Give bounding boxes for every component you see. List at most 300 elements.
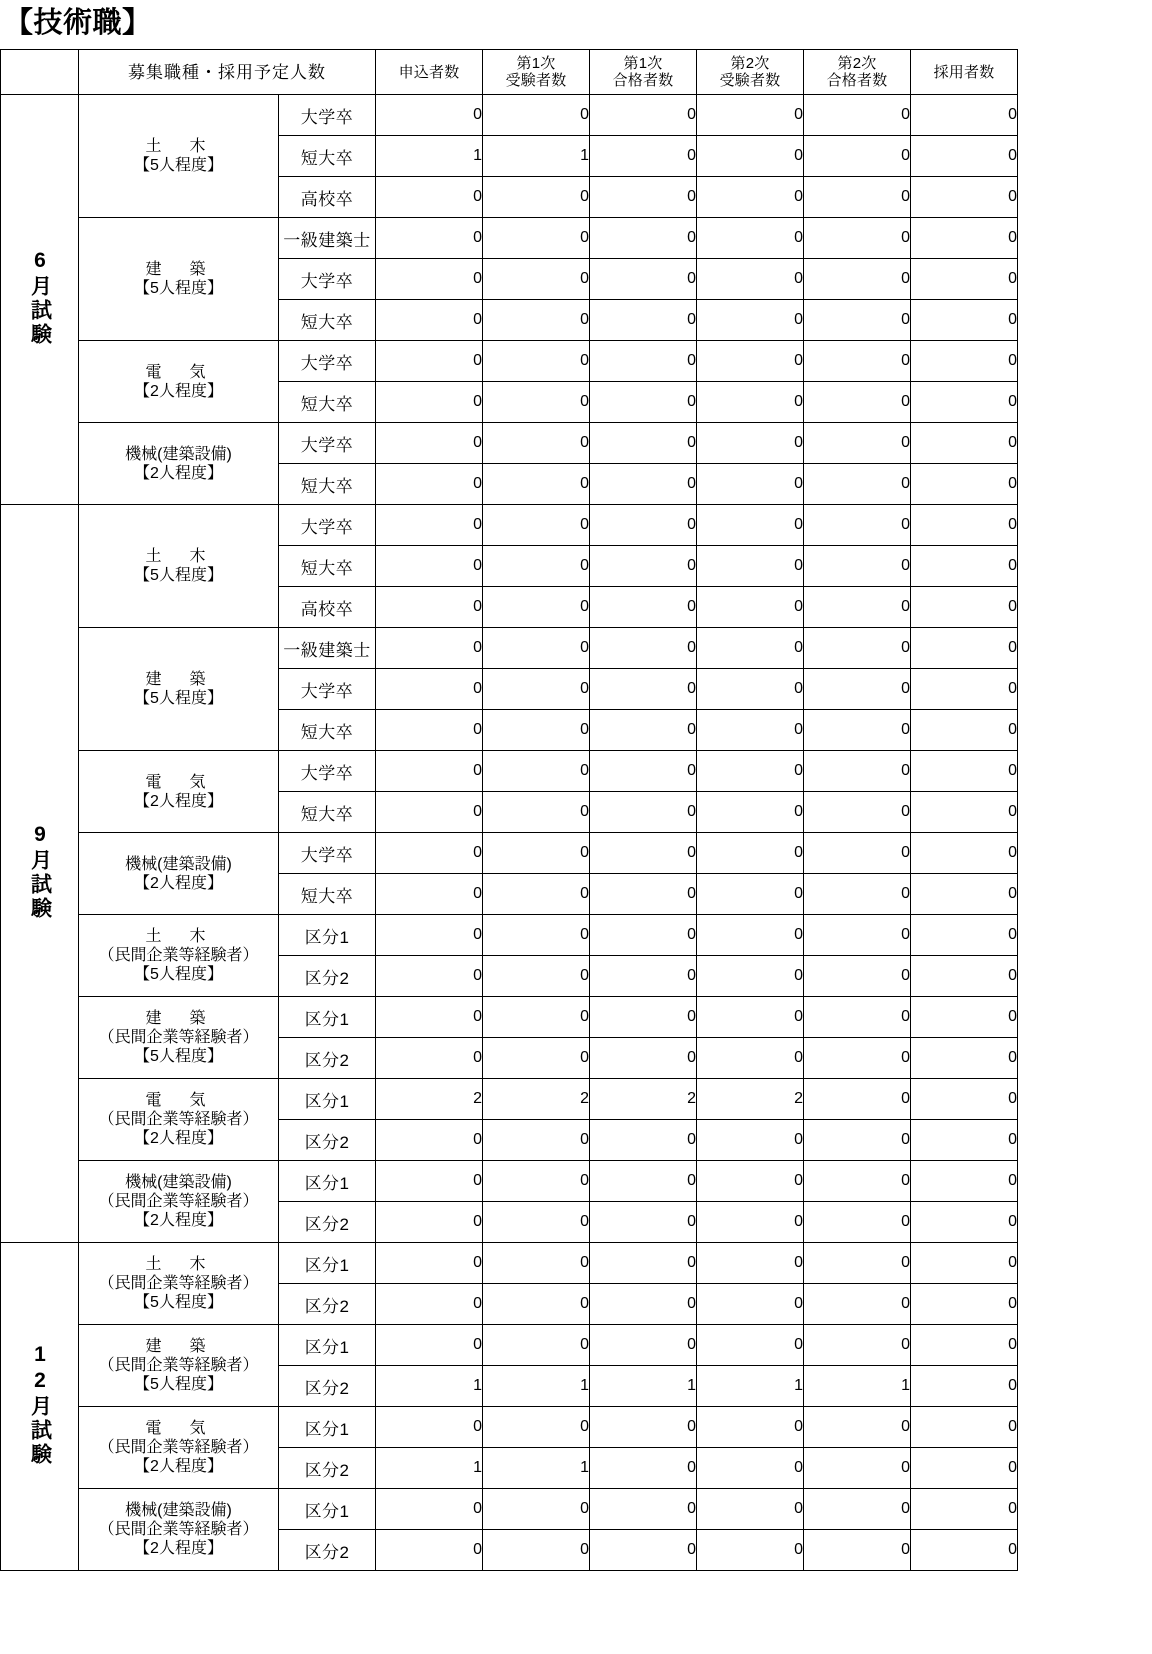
value-first-exam-takers: 2: [483, 1079, 590, 1120]
value-applicants: 0: [376, 177, 483, 218]
sub-category-cell: 区分2: [279, 1284, 376, 1325]
value-second-exam-passers: 0: [804, 423, 911, 464]
value-second-exam-passers: 0: [804, 1407, 911, 1448]
sub-category-cell: 区分2: [279, 1038, 376, 1079]
job-category-cell: [79, 1407, 279, 1489]
sub-category-cell: 大学卒: [279, 259, 376, 300]
table-row: [1, 1489, 1018, 1530]
header-applicants-line1: 申込者数: [398, 63, 460, 81]
value-second-exam-takers: 0: [697, 915, 804, 956]
sub-category-cell: 区分2: [279, 1202, 376, 1243]
value-first-exam-passers: 0: [590, 1530, 697, 1571]
value-second-exam-passers: 0: [804, 833, 911, 874]
sub-category-cell: 区分2: [279, 1530, 376, 1571]
table-row: [1, 833, 1018, 874]
value-first-exam-passers: 0: [590, 1284, 697, 1325]
value-first-exam-passers: 0: [590, 505, 697, 546]
job-category-line: 機械(建築設備): [125, 855, 232, 873]
job-category-line: 電 気: [145, 1092, 212, 1109]
value-second-exam-takers: 0: [697, 341, 804, 382]
value-first-exam-passers: 0: [590, 382, 697, 423]
recruitment-results-table: [0, 49, 1018, 1571]
value-first-exam-takers: 0: [483, 915, 590, 956]
value-second-exam-takers: 0: [697, 546, 804, 587]
sub-category-cell: 区分2: [279, 1366, 376, 1407]
value-first-exam-passers: 0: [590, 95, 697, 136]
value-second-exam-passers: 0: [804, 669, 911, 710]
value-applicants: 0: [376, 710, 483, 751]
job-category-cell: [79, 218, 279, 341]
value-second-exam-takers: 0: [697, 1489, 804, 1530]
job-category-cell: [79, 423, 279, 505]
value-applicants: 0: [376, 1325, 483, 1366]
table-row: [1, 915, 1018, 956]
table-row: [1, 505, 1018, 546]
job-category-line: （民間企業等経験者）: [98, 1193, 259, 1210]
header-first-exam-passers-line2: 合格者数: [612, 72, 674, 89]
sub-category-cell: 区分1: [279, 1489, 376, 1530]
header-second-exam-passers-line1: 第2次: [837, 55, 877, 72]
value-second-exam-takers: 0: [697, 259, 804, 300]
value-first-exam-passers: 0: [590, 833, 697, 874]
value-applicants: 0: [376, 423, 483, 464]
value-first-exam-passers: 0: [590, 341, 697, 382]
value-first-exam-passers: 0: [590, 628, 697, 669]
value-first-exam-passers: 0: [590, 956, 697, 997]
value-hired: 0: [911, 341, 1018, 382]
sub-category-cell: 区分2: [279, 1120, 376, 1161]
sub-category-cell: 大学卒: [279, 751, 376, 792]
value-second-exam-passers: 0: [804, 177, 911, 218]
value-applicants: 0: [376, 546, 483, 587]
value-hired: 0: [911, 1202, 1018, 1243]
table-row: [1, 1161, 1018, 1202]
value-first-exam-passers: 0: [590, 751, 697, 792]
job-category-line: 電 気: [145, 363, 212, 381]
job-category-line: 【5人程度】: [134, 567, 223, 584]
value-first-exam-takers: 0: [483, 792, 590, 833]
sub-category-cell: 区分1: [279, 1079, 376, 1120]
value-second-exam-takers: 0: [697, 710, 804, 751]
job-category-cell: [79, 833, 279, 915]
value-second-exam-passers: 0: [804, 382, 911, 423]
month-label-cell: [1, 1243, 79, 1571]
value-second-exam-passers: 0: [804, 997, 911, 1038]
sub-category-cell: 大学卒: [279, 95, 376, 136]
value-hired: 0: [911, 628, 1018, 669]
job-category-line: 【2人程度】: [134, 874, 223, 892]
value-second-exam-takers: 0: [697, 1038, 804, 1079]
sub-category-cell: 大学卒: [279, 833, 376, 874]
value-first-exam-passers: 0: [590, 136, 697, 177]
value-first-exam-takers: 0: [483, 751, 590, 792]
value-second-exam-takers: 0: [697, 792, 804, 833]
value-first-exam-takers: 0: [483, 833, 590, 874]
value-first-exam-takers: 0: [483, 1407, 590, 1448]
value-first-exam-takers: 0: [483, 259, 590, 300]
header-second-exam-takers-line2: 受験者数: [719, 72, 781, 89]
value-second-exam-passers: 1: [804, 1366, 911, 1407]
value-second-exam-takers: 0: [697, 997, 804, 1038]
sub-category-cell: 区分1: [279, 997, 376, 1038]
sub-category-cell: 短大卒: [279, 874, 376, 915]
value-first-exam-takers: 0: [483, 956, 590, 997]
value-applicants: 0: [376, 1161, 483, 1202]
value-applicants: 0: [376, 1284, 483, 1325]
job-category-cell: [79, 751, 279, 833]
value-second-exam-passers: 0: [804, 464, 911, 505]
value-first-exam-passers: 0: [590, 915, 697, 956]
value-second-exam-passers: 0: [804, 1325, 911, 1366]
value-second-exam-passers: 0: [804, 1120, 911, 1161]
value-first-exam-takers: 0: [483, 177, 590, 218]
job-category-line: 建 築: [145, 671, 212, 688]
value-first-exam-passers: 0: [590, 1161, 697, 1202]
value-applicants: 0: [376, 874, 483, 915]
table-row: [1, 218, 1018, 259]
value-second-exam-passers: 0: [804, 628, 911, 669]
table-row: [1, 1243, 1018, 1284]
month-label-text: 9月試験: [28, 822, 52, 921]
value-applicants: 0: [376, 792, 483, 833]
value-hired: 0: [911, 1038, 1018, 1079]
value-second-exam-takers: 0: [697, 874, 804, 915]
value-first-exam-takers: 0: [483, 1038, 590, 1079]
value-first-exam-takers: 0: [483, 1325, 590, 1366]
value-second-exam-passers: 0: [804, 710, 911, 751]
value-second-exam-takers: 0: [697, 628, 804, 669]
value-second-exam-passers: 0: [804, 95, 911, 136]
job-category-line: 【5人程度】: [134, 280, 223, 297]
value-hired: 0: [911, 1366, 1018, 1407]
value-first-exam-takers: 1: [483, 136, 590, 177]
value-hired: 0: [911, 915, 1018, 956]
value-hired: 0: [911, 136, 1018, 177]
sub-category-cell: 区分1: [279, 1161, 376, 1202]
month-label-text: 6月試験: [28, 248, 52, 347]
job-category-line: 【2人程度】: [134, 1540, 223, 1557]
sub-category-cell: 短大卒: [279, 464, 376, 505]
header-hired: [911, 50, 1018, 95]
job-category-cell: [79, 915, 279, 997]
header-second-exam-takers: [697, 50, 804, 95]
job-category-cell: [79, 505, 279, 628]
value-second-exam-passers: 0: [804, 1448, 911, 1489]
sub-category-cell: 大学卒: [279, 341, 376, 382]
value-applicants: 1: [376, 136, 483, 177]
job-category-cell: [79, 1243, 279, 1325]
header-first-exam-passers: [590, 50, 697, 95]
value-applicants: 0: [376, 751, 483, 792]
header-second-exam-takers-line1: 第2次: [730, 55, 770, 72]
value-first-exam-takers: 0: [483, 505, 590, 546]
sub-category-cell: 区分1: [279, 1407, 376, 1448]
value-first-exam-takers: 0: [483, 1161, 590, 1202]
value-first-exam-passers: 0: [590, 1448, 697, 1489]
value-second-exam-takers: 0: [697, 1448, 804, 1489]
value-second-exam-passers: 0: [804, 1243, 911, 1284]
value-hired: 0: [911, 382, 1018, 423]
sub-category-cell: 区分2: [279, 956, 376, 997]
value-second-exam-takers: 0: [697, 1243, 804, 1284]
value-first-exam-passers: 0: [590, 874, 697, 915]
value-second-exam-takers: 0: [697, 1284, 804, 1325]
value-first-exam-takers: 0: [483, 874, 590, 915]
value-first-exam-passers: 0: [590, 218, 697, 259]
value-first-exam-takers: 0: [483, 1284, 590, 1325]
value-second-exam-passers: 0: [804, 956, 911, 997]
value-applicants: 0: [376, 1038, 483, 1079]
value-first-exam-takers: 0: [483, 1202, 590, 1243]
value-hired: 0: [911, 95, 1018, 136]
job-category-cell: [79, 1161, 279, 1243]
job-category-line: 建 築: [145, 261, 212, 278]
value-applicants: 0: [376, 218, 483, 259]
value-second-exam-takers: 0: [697, 1325, 804, 1366]
header-hired-line1: 採用者数: [933, 63, 995, 81]
value-second-exam-passers: 0: [804, 218, 911, 259]
table-row: [1, 1325, 1018, 1366]
value-hired: 0: [911, 1079, 1018, 1120]
job-category-line: （民間企業等経験者）: [98, 1111, 259, 1128]
sub-category-cell: 短大卒: [279, 792, 376, 833]
job-category-line: 機械(建築設備): [125, 445, 232, 463]
value-second-exam-takers: 0: [697, 95, 804, 136]
job-category-line: 【2人程度】: [134, 792, 223, 810]
value-first-exam-takers: 0: [483, 423, 590, 464]
sub-category-cell: 短大卒: [279, 136, 376, 177]
value-first-exam-passers: 0: [590, 1407, 697, 1448]
value-second-exam-passers: 0: [804, 1161, 911, 1202]
value-second-exam-takers: 2: [697, 1079, 804, 1120]
sub-category-cell: 短大卒: [279, 546, 376, 587]
value-applicants: 0: [376, 382, 483, 423]
value-first-exam-takers: 0: [483, 300, 590, 341]
value-first-exam-takers: 0: [483, 669, 590, 710]
value-first-exam-passers: 0: [590, 423, 697, 464]
job-category-line: （民間企業等経験者）: [98, 1357, 259, 1374]
value-first-exam-takers: 0: [483, 341, 590, 382]
value-second-exam-passers: 0: [804, 341, 911, 382]
job-category-line: 建 築: [145, 1338, 212, 1355]
value-applicants: 0: [376, 1407, 483, 1448]
header-first-exam-takers-line1: 第1次: [516, 55, 556, 72]
value-first-exam-passers: 1: [590, 1366, 697, 1407]
job-category-line: 電 気: [145, 1420, 212, 1437]
job-category-line: （民間企業等経験者）: [98, 947, 259, 964]
header-job-column: 募集職種・採用予定人数: [79, 50, 376, 95]
value-hired: 0: [911, 1161, 1018, 1202]
value-hired: 0: [911, 259, 1018, 300]
value-applicants: 0: [376, 95, 483, 136]
sub-category-cell: 高校卒: [279, 587, 376, 628]
value-second-exam-passers: 0: [804, 1489, 911, 1530]
table-row: [1, 1407, 1018, 1448]
value-second-exam-passers: 0: [804, 1038, 911, 1079]
sub-category-cell: 大学卒: [279, 423, 376, 464]
value-second-exam-takers: 0: [697, 1161, 804, 1202]
value-hired: 0: [911, 218, 1018, 259]
value-applicants: 0: [376, 1530, 483, 1571]
value-hired: 0: [911, 1325, 1018, 1366]
value-second-exam-passers: 0: [804, 751, 911, 792]
job-category-line: 土 木: [145, 138, 212, 155]
job-category-cell: [79, 1489, 279, 1571]
job-category-line: 建 築: [145, 1010, 212, 1027]
value-applicants: 0: [376, 915, 483, 956]
value-first-exam-passers: 0: [590, 792, 697, 833]
value-second-exam-takers: 0: [697, 177, 804, 218]
value-second-exam-takers: 0: [697, 1202, 804, 1243]
job-category-line: 【5人程度】: [134, 157, 223, 174]
value-second-exam-passers: 0: [804, 587, 911, 628]
month-label-cell: [1, 505, 79, 1243]
value-first-exam-passers: 0: [590, 587, 697, 628]
table-row: [1, 95, 1018, 136]
value-second-exam-takers: 0: [697, 218, 804, 259]
value-first-exam-passers: 0: [590, 464, 697, 505]
value-first-exam-passers: 0: [590, 259, 697, 300]
table-header: [1, 50, 1018, 95]
value-first-exam-passers: 0: [590, 546, 697, 587]
value-second-exam-passers: 0: [804, 915, 911, 956]
value-applicants: 0: [376, 505, 483, 546]
value-second-exam-takers: 0: [697, 669, 804, 710]
sub-category-cell: 一級建築士: [279, 628, 376, 669]
table-row: [1, 1079, 1018, 1120]
header-applicants: [376, 50, 483, 95]
header-first-exam-takers-line2: 受験者数: [505, 72, 567, 89]
value-second-exam-passers: 0: [804, 546, 911, 587]
job-category-cell: [79, 1079, 279, 1161]
job-category-line: 【2人程度】: [134, 1458, 223, 1475]
sub-category-cell: 高校卒: [279, 177, 376, 218]
value-hired: 0: [911, 1489, 1018, 1530]
job-category-line: 土 木: [145, 928, 212, 945]
value-hired: 0: [911, 710, 1018, 751]
value-second-exam-takers: 0: [697, 751, 804, 792]
value-hired: 0: [911, 874, 1018, 915]
table-row: [1, 751, 1018, 792]
value-second-exam-passers: 0: [804, 505, 911, 546]
value-applicants: 0: [376, 956, 483, 997]
job-category-line: 【2人程度】: [134, 1212, 223, 1229]
table-row: [1, 997, 1018, 1038]
value-first-exam-takers: 0: [483, 628, 590, 669]
value-hired: 0: [911, 300, 1018, 341]
value-second-exam-takers: 0: [697, 464, 804, 505]
value-hired: 0: [911, 751, 1018, 792]
value-second-exam-takers: 0: [697, 300, 804, 341]
value-first-exam-takers: 0: [483, 546, 590, 587]
job-category-line: （民間企業等経験者）: [98, 1029, 259, 1046]
value-first-exam-passers: 0: [590, 1038, 697, 1079]
value-second-exam-takers: 0: [697, 833, 804, 874]
job-category-line: 【2人程度】: [134, 382, 223, 400]
header-second-exam-passers-line2: 合格者数: [826, 72, 888, 89]
value-first-exam-passers: 2: [590, 1079, 697, 1120]
job-category-line: 【2人程度】: [134, 464, 223, 482]
value-second-exam-takers: 0: [697, 505, 804, 546]
value-second-exam-passers: 0: [804, 1284, 911, 1325]
value-second-exam-passers: 0: [804, 1530, 911, 1571]
value-first-exam-takers: 0: [483, 1120, 590, 1161]
job-category-cell: [79, 1325, 279, 1407]
value-hired: 0: [911, 464, 1018, 505]
table-row: [1, 341, 1018, 382]
value-first-exam-takers: 1: [483, 1366, 590, 1407]
job-category-line: 土 木: [145, 1256, 212, 1273]
sub-category-cell: 短大卒: [279, 382, 376, 423]
value-hired: 0: [911, 833, 1018, 874]
page-title: 【技術職】: [4, 7, 152, 39]
value-second-exam-passers: 0: [804, 874, 911, 915]
value-second-exam-takers: 0: [697, 1120, 804, 1161]
value-hired: 0: [911, 1530, 1018, 1571]
value-applicants: 0: [376, 1120, 483, 1161]
job-category-line: 【5人程度】: [134, 690, 223, 707]
job-category-line: （民間企業等経験者）: [98, 1439, 259, 1456]
value-first-exam-takers: 0: [483, 382, 590, 423]
value-first-exam-takers: 0: [483, 997, 590, 1038]
job-category-line: 機械(建築設備): [125, 1174, 232, 1191]
value-applicants: 0: [376, 300, 483, 341]
value-first-exam-passers: 0: [590, 669, 697, 710]
value-applicants: 0: [376, 833, 483, 874]
job-category-line: 【5人程度】: [134, 966, 223, 983]
sub-category-cell: 区分2: [279, 1448, 376, 1489]
job-category-cell: [79, 95, 279, 218]
value-first-exam-takers: 0: [483, 1530, 590, 1571]
value-applicants: 0: [376, 1489, 483, 1530]
value-second-exam-takers: 0: [697, 423, 804, 464]
value-hired: 0: [911, 997, 1018, 1038]
value-second-exam-passers: 0: [804, 1079, 911, 1120]
value-hired: 0: [911, 546, 1018, 587]
value-second-exam-takers: 0: [697, 587, 804, 628]
value-first-exam-passers: 0: [590, 1120, 697, 1161]
value-hired: 0: [911, 423, 1018, 464]
job-category-line: 【5人程度】: [134, 1294, 223, 1311]
sub-category-cell: 短大卒: [279, 300, 376, 341]
sub-category-cell: 区分1: [279, 1325, 376, 1366]
value-applicants: 0: [376, 1202, 483, 1243]
value-hired: 0: [911, 669, 1018, 710]
value-applicants: 0: [376, 464, 483, 505]
sub-category-cell: 区分1: [279, 915, 376, 956]
value-first-exam-passers: 0: [590, 1202, 697, 1243]
value-second-exam-takers: 0: [697, 1530, 804, 1571]
value-second-exam-passers: 0: [804, 1202, 911, 1243]
header-corner-blank: [1, 50, 79, 95]
value-second-exam-passers: 0: [804, 136, 911, 177]
job-category-line: 【5人程度】: [134, 1048, 223, 1065]
value-hired: 0: [911, 1120, 1018, 1161]
value-hired: 0: [911, 792, 1018, 833]
value-applicants: 0: [376, 259, 483, 300]
value-hired: 0: [911, 1448, 1018, 1489]
sub-category-cell: 短大卒: [279, 710, 376, 751]
value-applicants: 0: [376, 669, 483, 710]
job-category-line: 土 木: [145, 548, 212, 565]
job-category-line: 電 気: [145, 773, 212, 791]
value-first-exam-takers: 0: [483, 218, 590, 259]
value-applicants: 2: [376, 1079, 483, 1120]
value-first-exam-takers: 0: [483, 95, 590, 136]
header-second-exam-passers: [804, 50, 911, 95]
value-hired: 0: [911, 1243, 1018, 1284]
value-second-exam-passers: 0: [804, 259, 911, 300]
